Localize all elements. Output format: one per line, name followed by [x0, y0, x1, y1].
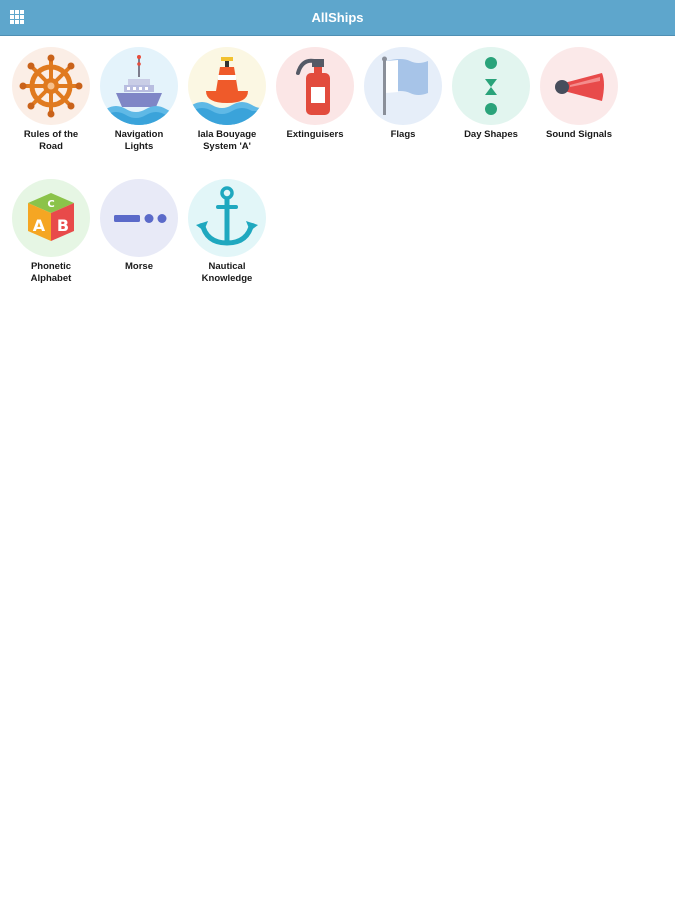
- app-title: AllShips: [311, 10, 364, 25]
- icon-circle: [452, 47, 530, 125]
- tile-label: Morse: [125, 261, 153, 272]
- tile-label: Day Shapes: [464, 129, 518, 140]
- icon-circle: [540, 47, 618, 125]
- icon-circle: [12, 179, 90, 257]
- abc-block-icon: [12, 179, 90, 257]
- icon-circle: [100, 47, 178, 125]
- icon-circle: [364, 47, 442, 125]
- tile-label: Extinguisers: [286, 129, 344, 140]
- tile-label: Phonetic Alphabet: [30, 261, 72, 284]
- tile-label: Navigation Lights: [114, 129, 164, 152]
- svg-text:C: C: [47, 199, 55, 210]
- icon-circle: [12, 47, 90, 125]
- tile-label: Flags: [390, 129, 416, 140]
- tile-label: Iala Bouyage System 'A': [197, 129, 257, 152]
- buoy-icon: [188, 47, 266, 125]
- svg-text:A: A: [32, 216, 46, 235]
- fire-extinguisher-icon: [276, 47, 354, 125]
- flag-icon: [364, 47, 442, 125]
- anchor-icon: [188, 179, 266, 257]
- tile-label: Nautical Knowledge: [201, 261, 253, 284]
- ship-wheel-icon: [12, 47, 90, 125]
- ship-icon: [100, 47, 178, 125]
- svg-text:B: B: [56, 216, 70, 235]
- morse-code-icon: [100, 179, 178, 257]
- horn-icon: [540, 47, 618, 125]
- icon-circle: [188, 179, 266, 257]
- tile-label: Sound Signals: [546, 129, 612, 140]
- icon-circle: [188, 47, 266, 125]
- tile-label: Rules of the Road: [23, 129, 79, 152]
- icon-circle: [100, 179, 178, 257]
- day-shapes-icon: [452, 47, 530, 125]
- icon-circle: [276, 47, 354, 125]
